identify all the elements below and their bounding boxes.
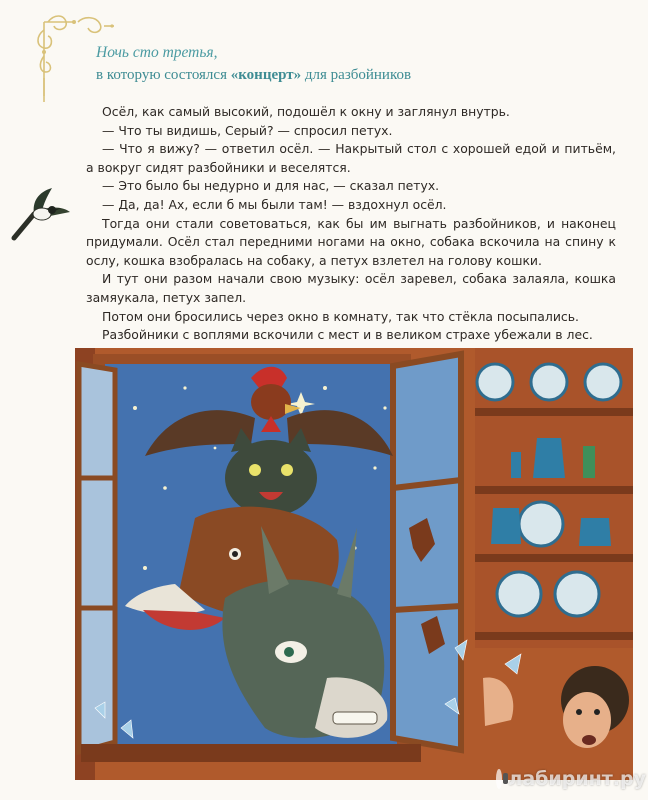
heading-subtitle-suffix: для разбойников [301,67,412,83]
watermark [496,763,646,795]
story-text [86,103,616,345]
heading-subtitle-prefix: в которую состоялся [96,67,231,83]
paragraph: — Что ты видишь, Серый? — спросил петух. [102,122,393,138]
paragraph: Осёл, как самый высокий, подошёл к окну и заглянул внутрь. [102,104,510,119]
heading-subtitle-quoted: «концерт» [230,67,302,83]
heading-subtitle [96,64,616,86]
paragraph: — Это было бы недурно и для нас, — сказал петух. [102,178,440,194]
bremen-musicians-window-illustration [75,348,633,780]
paragraph: Потом они бросились через окно в комнату, так что стёкла посыпались. [102,308,579,324]
paragraph: — Да, да! Ах, если б мы были там! — вздохнул осёл. [102,196,447,212]
heading-night-title: Ночь сто третья, [96,44,218,61]
chapter-heading [96,42,616,86]
paragraph: — Что я вижу? — ответил осёл. — Накрытый стол с хорошей едой и питьём, а вокруг сидят разбойники и веселятся. [86,141,616,175]
magpie-icon [8,180,74,242]
paragraph: И тут они разом начали свою музыку: осёл заревел, собака залаяла, кошка замяукала, петух запел. [86,271,616,305]
watermark-text: лабиринт.ру [508,768,646,790]
paragraph: Тогда они стали советоваться, как бы им выгнать разбойников, и наконец придумали. Осёл стал передними ногами на окно, собака вскочила на спину к ослу, кошка взобралась на собаку, а петух взлетел на голову кошки. [86,215,616,268]
labirint-logo-icon [496,769,502,789]
paragraph: Разбойники с воплями вскочили с мест и в великом страхе убежали в лес. [102,327,593,343]
